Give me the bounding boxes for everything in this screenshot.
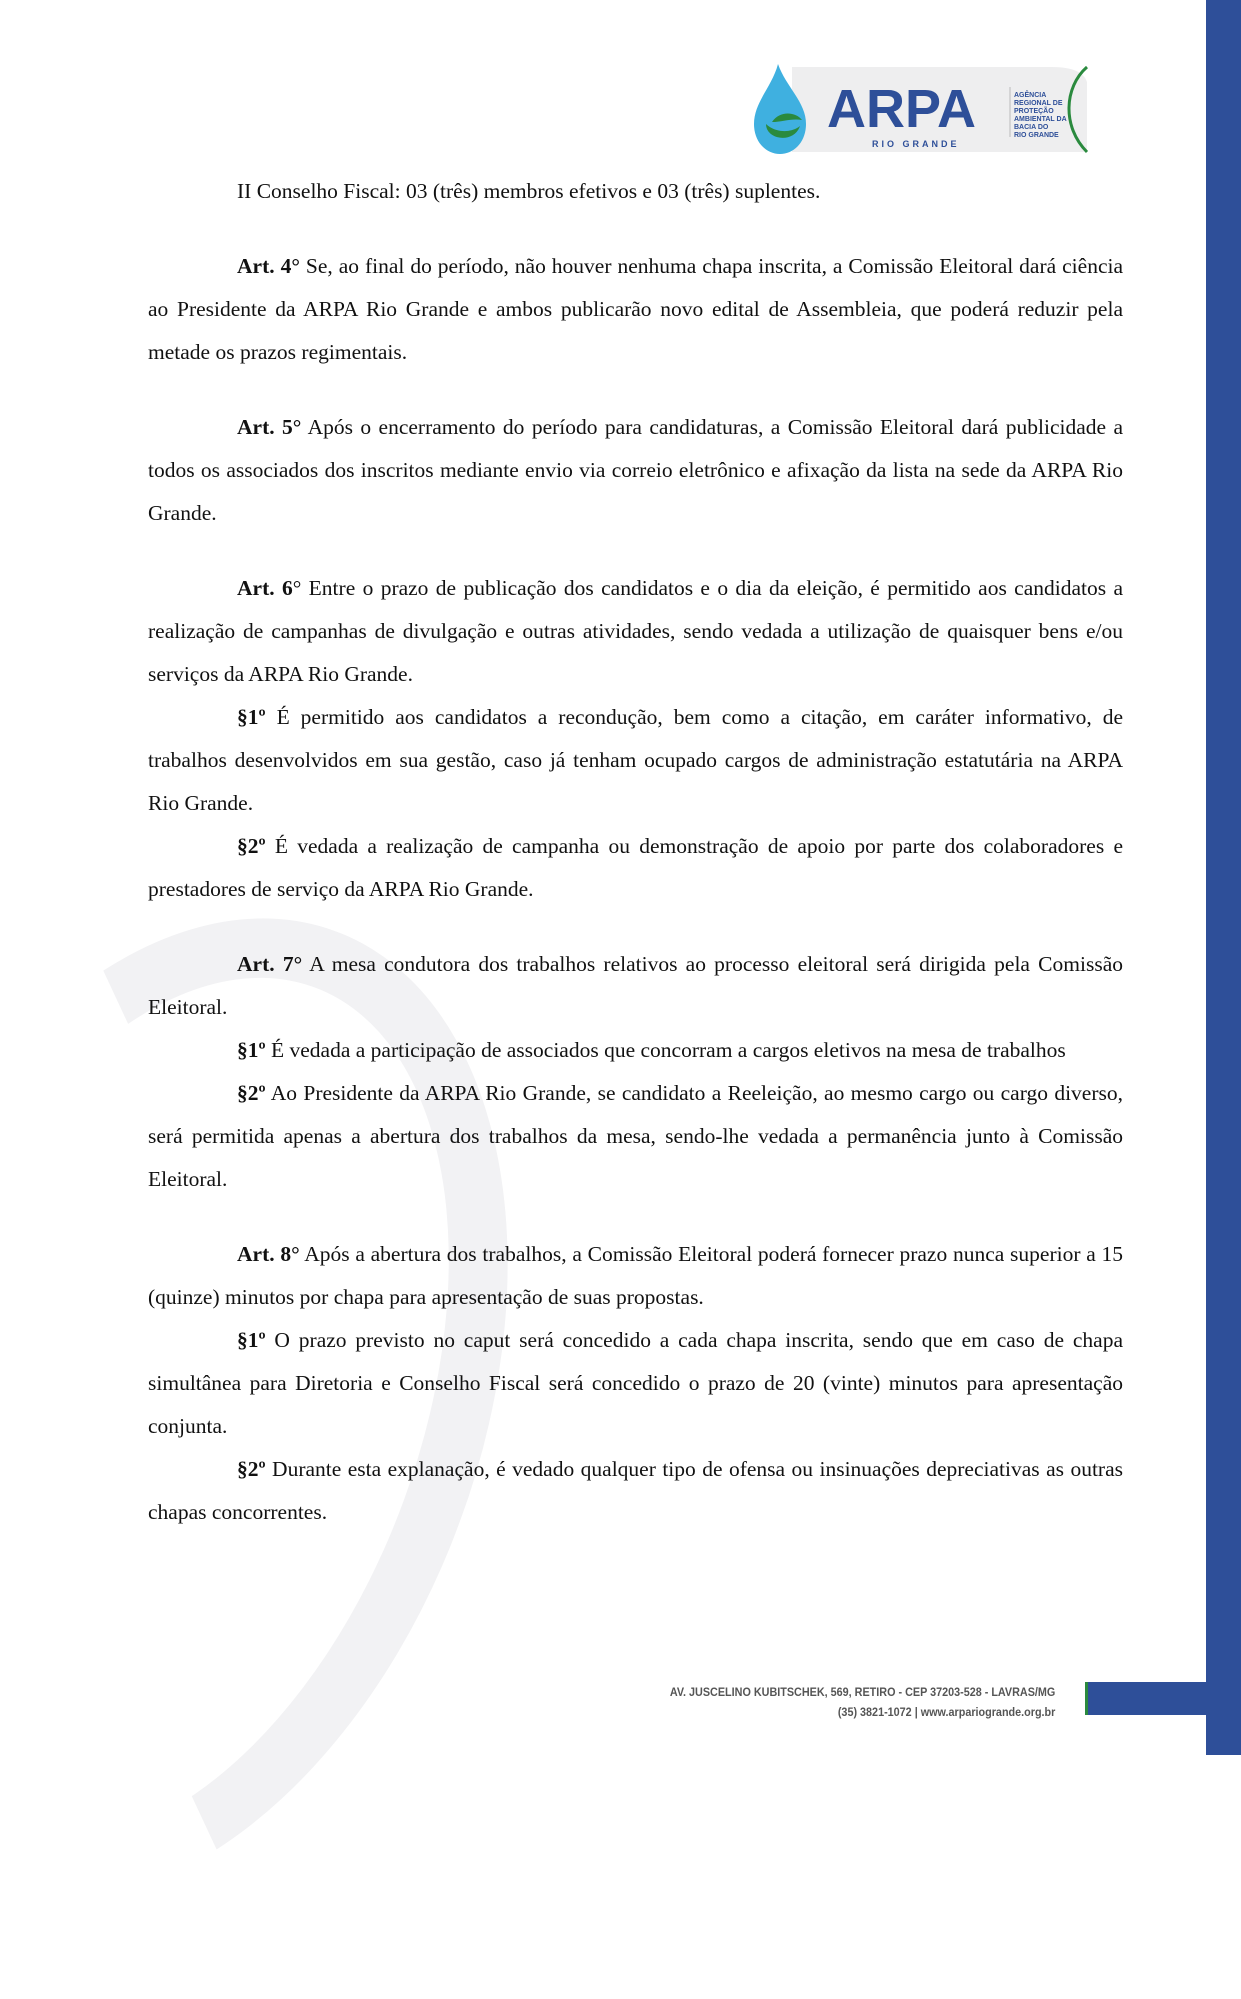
article-5: Art. 5° Após o encerramento do período para candidaturas, a Comissão Eleitoral dará publicidade a todos os associados dos inscritos mediante envio via correio eletrônico e afixação da lista na sede da ARPA Rio Grande. (148, 415, 1123, 525)
article-6-par-2: §2º É vedada a realização de campanha ou demonstração de apoio por parte dos colaboradores e prestadores de serviço da ARPA Rio Grande. (148, 834, 1123, 901)
article-4: Art. 4° Se, ao final do período, não houver nenhuma chapa inscrita, a Comissão Eleitoral dará ciência ao Presidente da ARPA Rio Grande e ambos publicarão novo edital de Assembleia, que poderá reduzir pela metade os prazos regimentais. (148, 254, 1124, 364)
svg-text:RIO GRANDE: RIO GRANDE (872, 139, 960, 149)
article-8: Art. 8° Após a abertura dos trabalhos, a Comissão Eleitoral poderá fornecer prazo nunca superior a 15 (quinze) minutos por chapa para apresentação de suas propostas. (148, 1242, 1123, 1309)
footer-address: AV. JUSCELINO KUBITSCHEK, 569, RETIRO - CEP 37203-528 - LAVRAS/MG (669, 1685, 1055, 1699)
logo-name: ARPA (827, 79, 977, 139)
article-6-par-1: §1º É permitido aos candidatos a recondução, bem como a citação, em caráter informativo, de trabalhos desenvolvidos em sua gestão, caso já tenham ocupado cargos de administração estatutária na ARPA Rio Grande. (148, 705, 1123, 815)
paragraph: II Conselho Fiscal: 03 (três) membros efetivos e 03 (três) suplentes. (237, 179, 821, 203)
footer-band (1085, 1682, 1209, 1715)
article-7-par-2: §2º Ao Presidente da ARPA Rio Grande, se candidato a Reeleição, ao mesmo cargo ou cargo diverso, será permitida apenas a abertura dos trabalhos da mesa, sendo-lhe vedada a permanência junto à Comissão Eleitoral. (148, 1081, 1123, 1191)
arpa-logo (752, 62, 1092, 157)
svg-text:AGÊNCIAREGIONAL DEPROTEÇÃOAMBI: AGÊNCIA REGIONAL DE PROTEÇÃO AMBIENTAL DA BACIA DO RIO GRANDE (1014, 92, 1067, 139)
article-7: Art. 7° A mesa condutora dos trabalhos relativos ao processo eleitoral será dirigida pela Comissão Eleitoral. (148, 952, 1123, 1019)
article-8-par-2: §2º Durante esta explanação, é vedado qualquer tipo de ofensa ou insinuações depreciativas as outras chapas concorrentes. (148, 1457, 1123, 1524)
page-footer (669, 1682, 1055, 1722)
side-band (1206, 0, 1241, 1755)
article-7-par-1: §1º É vedada a participação de associados que concorram a cargos eletivos na mesa de trabalhos (237, 1038, 1066, 1062)
footer-contact: (35) 3821-1072 | www.arpariogrande.org.br (837, 1705, 1055, 1719)
document-body (148, 170, 1123, 1534)
article-8-par-1: §1º O prazo previsto no caput será concedido a cada chapa inscrita, sendo que em caso de chapa simultânea para Diretoria e Conselho Fiscal será concedido o prazo de 20 (vinte) minutos para apresentação conjunta. (148, 1328, 1123, 1438)
article-6: Art. 6° Entre o prazo de publicação dos candidatos e o dia da eleição, é permitido aos candidatos a realização de campanhas de divulgação e outras atividades, sendo vedada a utilização de quaisquer bens e/ou serviços da ARPA Rio Grande. (148, 576, 1124, 686)
